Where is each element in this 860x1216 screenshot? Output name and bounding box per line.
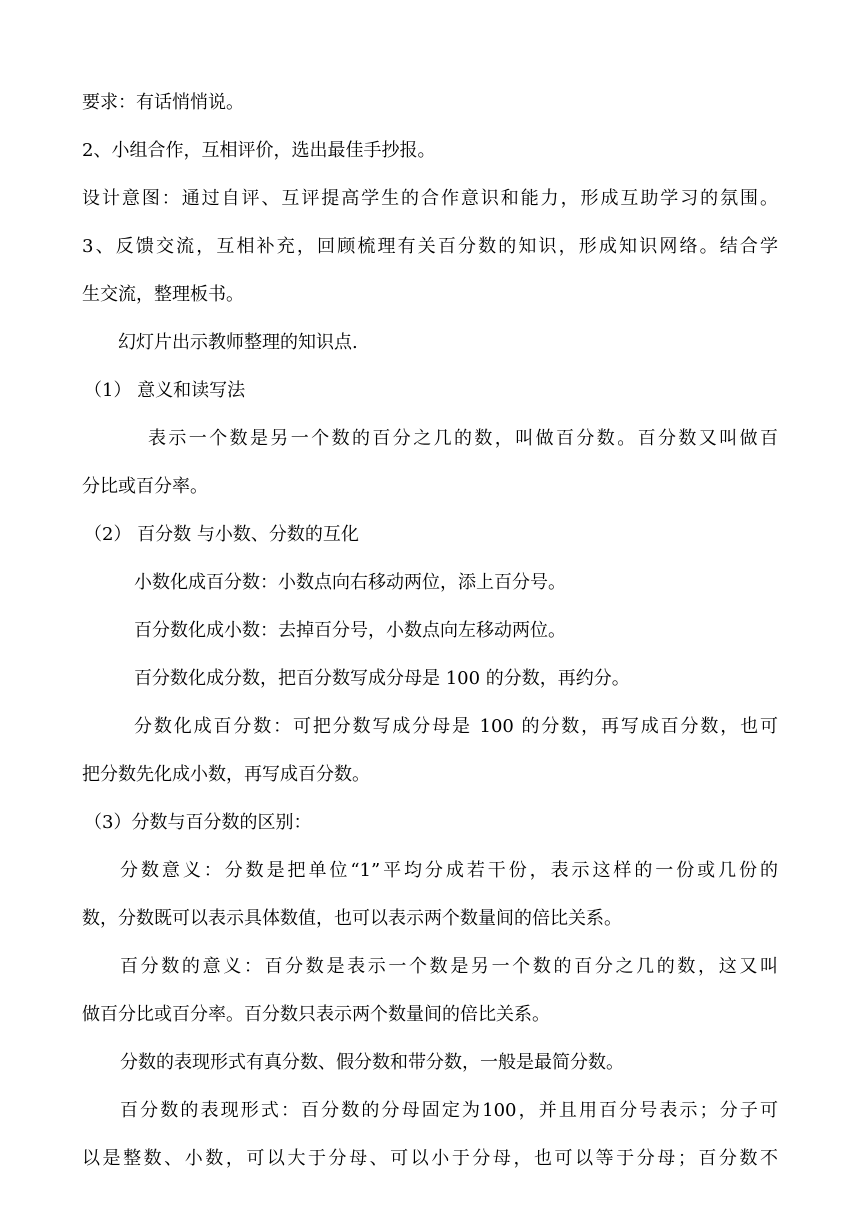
- paragraph-fraction-forms: 分数的表现形式有真分数、假分数和带分数，一般是最简分数。: [120, 1052, 624, 1073]
- paragraph-fraction-to-percent-line-1: 分数化成百分数：可把分数写成分母是 100 的分数，再写成百分数，也可: [134, 716, 778, 737]
- paragraph-fraction-meaning-line-1: 分数意义：分数是把单位“1”平均分成若干份，表示这样的一份或几份的: [120, 860, 778, 881]
- paragraph-fraction-to-percent-line-2: 把分数先化成小数，再写成百分数。: [82, 764, 370, 785]
- paragraph-percent-meaning-line-1: 百分数的意义：百分数是表示一个数是另一个数的百分之几的数，这又叫: [120, 956, 778, 977]
- heading-difference: （3）分数与百分数的区别：: [84, 812, 312, 833]
- paragraph-percent-to-fraction: 百分数化成分数，把百分数写成分母是 100 的分数，再约分。: [134, 668, 630, 689]
- paragraph-slide-intro: 幻灯片出示教师整理的知识点.: [118, 332, 358, 353]
- heading-conversion: （2） 百分数 与小数、分数的互化: [84, 524, 359, 545]
- paragraph-decimal-to-percent: 小数化成百分数：小数点向右移动两位，添上百分号。: [134, 572, 566, 593]
- paragraph-step-3-line-1: 3、反馈交流，互相补充，回顾梳理有关百分数的知识，形成知识网络。结合学: [82, 236, 778, 257]
- paragraph-definition-line-2: 分比或百分率。: [82, 476, 208, 497]
- paragraph-percent-to-decimal: 百分数化成小数：去掉百分号，小数点向左移动两位。: [134, 620, 566, 641]
- paragraph-design-intent: 设计意图：通过自评、互评提高学生的合作意识和能力，形成互助学习的氛围。: [82, 188, 778, 209]
- paragraph-step-2: 2、小组合作，互相评价，选出最佳手抄报。: [82, 140, 436, 161]
- heading-meaning-reading-writing: （1） 意义和读写法: [84, 380, 246, 401]
- paragraph-fraction-meaning-line-2: 数，分数既可以表示具体数值，也可以表示两个数量间的倍比关系。: [82, 908, 622, 929]
- paragraph-definition-line-1: 表示一个数是另一个数的百分之几的数，叫做百分数。百分数又叫做百: [148, 428, 778, 449]
- paragraph-requirement: 要求：有话悄悄说。: [82, 92, 244, 113]
- paragraph-percent-forms-line-2: 以是整数、小数，可以大于分母、可以小于分母，也可以等于分母；百分数不: [82, 1148, 778, 1169]
- paragraph-percent-forms-line-1: 百分数的表现形式：百分数的分母固定为100，并且用百分号表示；分子可: [120, 1100, 778, 1121]
- paragraph-percent-meaning-line-2: 做百分比或百分率。百分数只表示两个数量间的倍比关系。: [82, 1004, 550, 1025]
- paragraph-step-3-line-2: 生交流，整理板书。: [82, 284, 244, 305]
